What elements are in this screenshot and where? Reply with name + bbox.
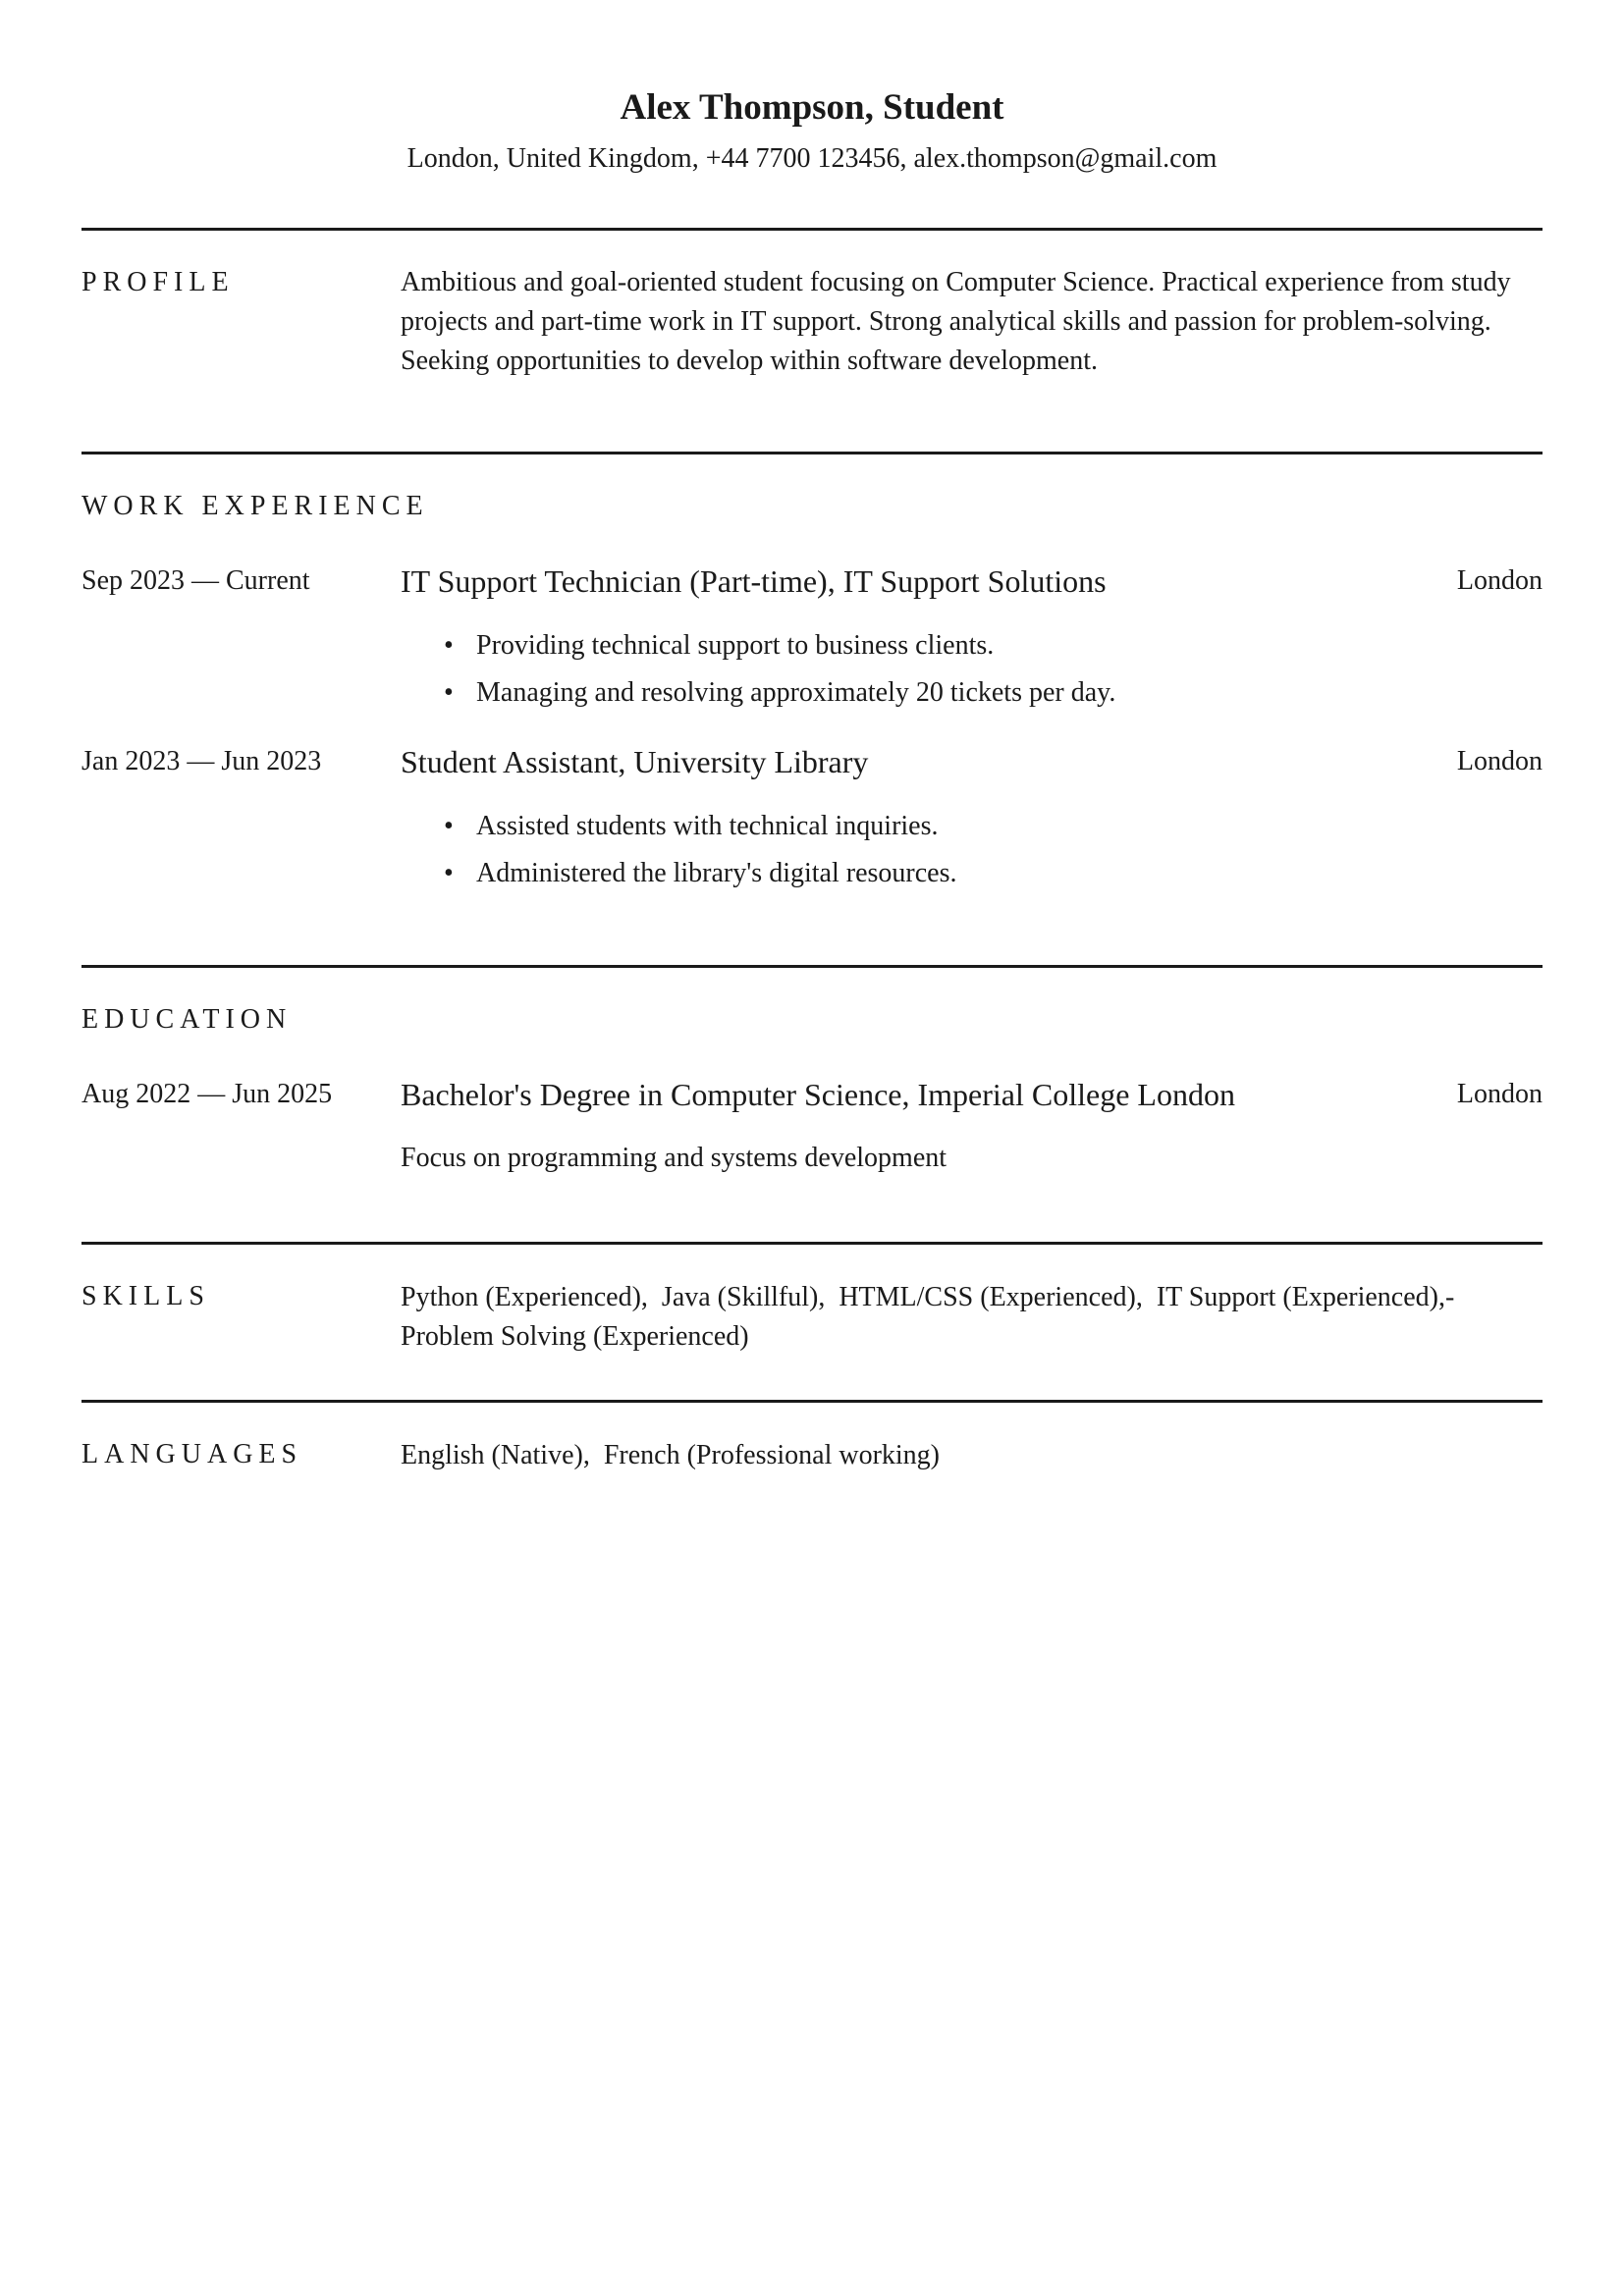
job-bullets: [401, 622, 1556, 717]
job-dates: Jan 2023 — Jun 2023: [81, 746, 322, 776]
job-title: Student Assistant, University Library: [401, 744, 869, 779]
education-dates: Aug 2022 — Jun 2025: [81, 1079, 333, 1109]
languages-list: English (Native), French (Professional working): [401, 1440, 940, 1470]
job-location: London: [1456, 565, 1543, 596]
job-bullet: • Administered the library's digital resources.: [476, 850, 1556, 897]
job-dates: Sep 2023 — Current: [81, 565, 310, 596]
job-bullet: • Managing and resolving approximately 20 tickets per day.: [476, 669, 1556, 717]
education-title: Bachelor's Degree in Computer Science, Imperial College London: [401, 1077, 1235, 1112]
job-bullet: • Assisted students with technical inquiries.: [476, 803, 1556, 850]
profile-heading: PROFILE: [81, 267, 235, 297]
divider: [81, 1242, 1543, 1245]
resume-header: [0, 82, 1624, 177]
divider: [81, 452, 1543, 454]
skills-heading: SKILLS: [81, 1281, 210, 1311]
candidate-name: Alex Thompson, Student: [620, 87, 1004, 128]
divider: [81, 1400, 1543, 1403]
job-location: London: [1456, 746, 1543, 776]
divider: [81, 228, 1543, 231]
education-description: Focus on programming and systems development: [401, 1143, 947, 1173]
job-bullets: [401, 803, 1556, 897]
education-location: London: [1456, 1079, 1543, 1109]
job-title: IT Support Technician (Part-time), IT Support Solutions: [401, 563, 1107, 599]
education-heading: EDUCATION: [81, 1004, 293, 1035]
divider: [81, 965, 1543, 968]
contact-line: London, United Kingdom, +44 7700 123456, alex.thompson@gmail.com: [406, 143, 1218, 174]
skills-list: Python (Experienced), Java (Skillful), HTML/CSS (Experienced), IT Support (Experienced),- Problem Solving (Experienced): [401, 1282, 1462, 1352]
languages-heading: LANGUAGES: [81, 1439, 303, 1469]
work-experience-heading: WORK EXPERIENCE: [81, 491, 429, 521]
profile-text: Ambitious and goal-oriented student focusing on Computer Science. Practical experience from study projects and part-time work in IT support. Strong analytical skills and passion for problem-solving. Seeking opportunities to develop within software development.: [401, 267, 1511, 376]
job-bullet: • Providing technical support to business clients.: [476, 622, 1556, 669]
